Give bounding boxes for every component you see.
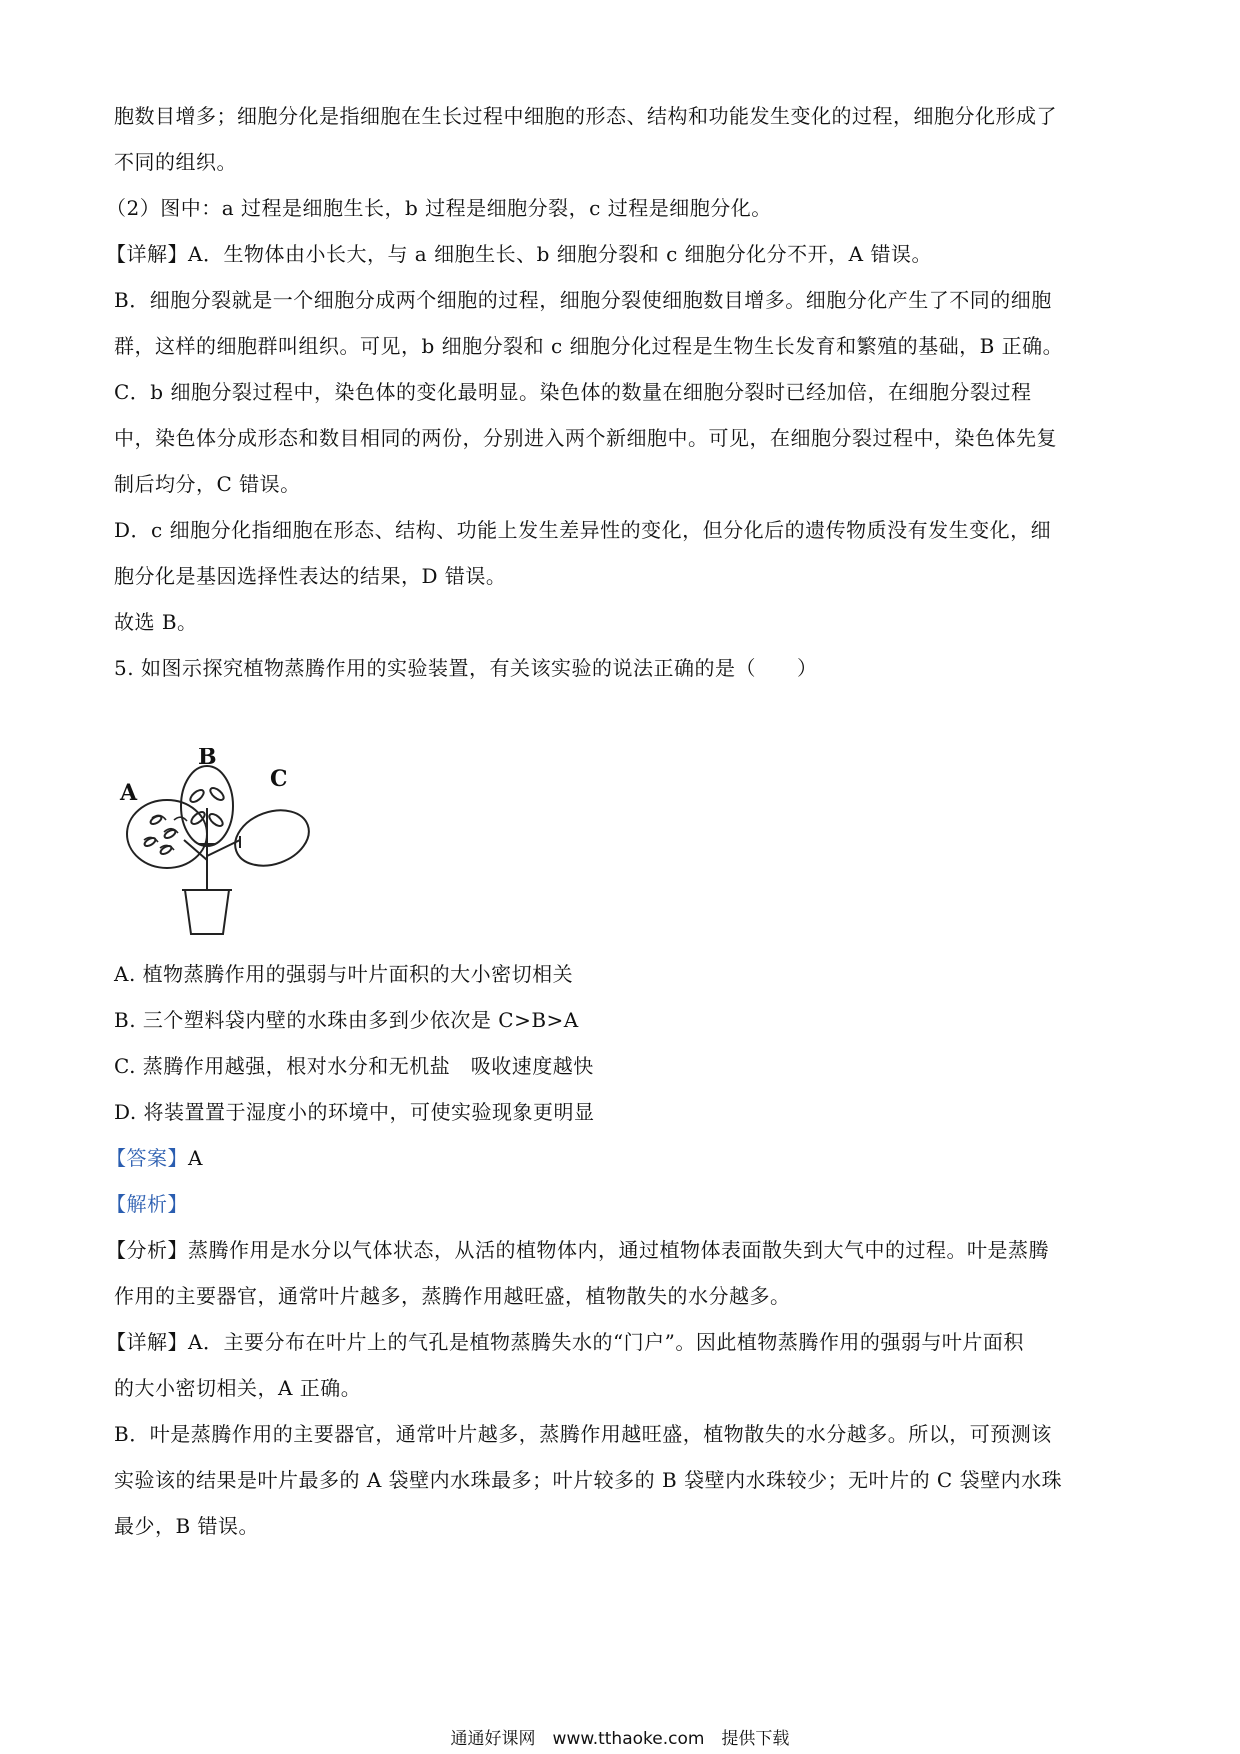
text-line: 的大小密切相关，A 正确。 — [114, 1376, 362, 1400]
text-line: B．细胞分裂就是一个细胞分成两个细胞的过程，细胞分裂使细胞数目增多。细胞分化产生了不同的细胞 — [114, 288, 1052, 312]
text-line: 中，染色体分成形态和数目相同的两份，分别进入两个新细胞中。可见，在细胞分裂过程中，染色体先复 — [114, 426, 1057, 450]
text-line: 群，这样的细胞群叫组织。可见，b 细胞分裂和 c 细胞分化过程是生物生长发育和繁殖的基础，B 正确。 — [114, 334, 1064, 358]
label-c: C — [270, 766, 288, 792]
page-footer: 通通好课网 www.tthaoke.com 提供下载 — [450, 1729, 790, 1749]
flower-pot — [185, 890, 229, 934]
text-line: B．叶是蒸腾作用的主要器官，通常叶片越多，蒸腾作用越旺盛，植物散失的水分越多。所以，可预测该 — [114, 1422, 1052, 1446]
plastic-bag-a — [127, 800, 207, 868]
text-line: D．c 细胞分化指细胞在形态、结构、功能上发生差异性的变化，但分化后的遗传物质没有发生变化，细 — [114, 518, 1052, 542]
text-line: 最少，B 错误。 — [114, 1514, 260, 1538]
text-line: （2）图中：a 过程是细胞生长，b 过程是细胞分裂，c 过程是细胞分化。 — [106, 196, 772, 220]
option-c: C. 蒸腾作用越强，根对水分和无机盐 吸收速度越快 — [114, 1054, 594, 1078]
text-line: 胞数目增多；细胞分化是指细胞在生长过程中细胞的形态、结构和功能发生变化的过程，细胞分化形成了 — [114, 104, 1057, 128]
label-a: A — [120, 780, 138, 806]
text-line: 故选 B。 — [114, 610, 198, 634]
text-line: 【分析】蒸腾作用是水分以气体状态，从活的植物体内，通过植物体表面散失到大气中的过程。叶是蒸腾 — [106, 1238, 1049, 1262]
text-line: C．b 细胞分裂过程中，染色体的变化最明显。染色体的数量在细胞分裂时已经加倍，在细胞分裂过程 — [114, 380, 1032, 404]
analysis-label: 【解析】 — [106, 1192, 188, 1216]
answer-label: 【答案】 — [106, 1146, 188, 1170]
text-line: 作用的主要器官，通常叶片越多，蒸腾作用越旺盛，植物散失的水分越多。 — [114, 1284, 791, 1308]
text-line: 实验该的结果是叶片最多的 A 袋壁内水珠最多；叶片较多的 B 袋壁内水珠较少；无叶片的 C 袋壁内水珠 — [114, 1468, 1063, 1492]
text-line: 【详解】A．主要分布在叶片上的气孔是植物蒸腾失水的“门户”。因此植物蒸腾作用的强弱与叶片面积 — [106, 1330, 1024, 1354]
answer-line — [106, 1144, 203, 1172]
option-a: A. 植物蒸腾作用的强弱与叶片面积的大小密切相关 — [114, 962, 574, 986]
label-b: B — [198, 748, 217, 770]
text-line: 不同的组织。 — [114, 150, 237, 174]
answer-value: A — [188, 1146, 203, 1170]
transpiration-apparatus-figure — [112, 748, 322, 942]
text-line: 【详解】A．生物体由小长大，与 a 细胞生长、b 细胞分裂和 c 细胞分化分不开，A 错误。 — [106, 242, 932, 266]
option-d: D. 将装置置于湿度小的环境中，可使实验现象更明显 — [114, 1100, 595, 1124]
text-line: 制后均分，C 错误。 — [114, 472, 301, 496]
question-stem: 5. 如图示探究植物蒸腾作用的实验装置，有关该实验的说法正确的是（ ） — [114, 656, 818, 680]
text-line: 胞分化是基因选择性表达的结果，D 错误。 — [114, 564, 507, 588]
option-b: B. 三个塑料袋内壁的水珠由多到少依次是 C>B>A — [114, 1008, 579, 1032]
